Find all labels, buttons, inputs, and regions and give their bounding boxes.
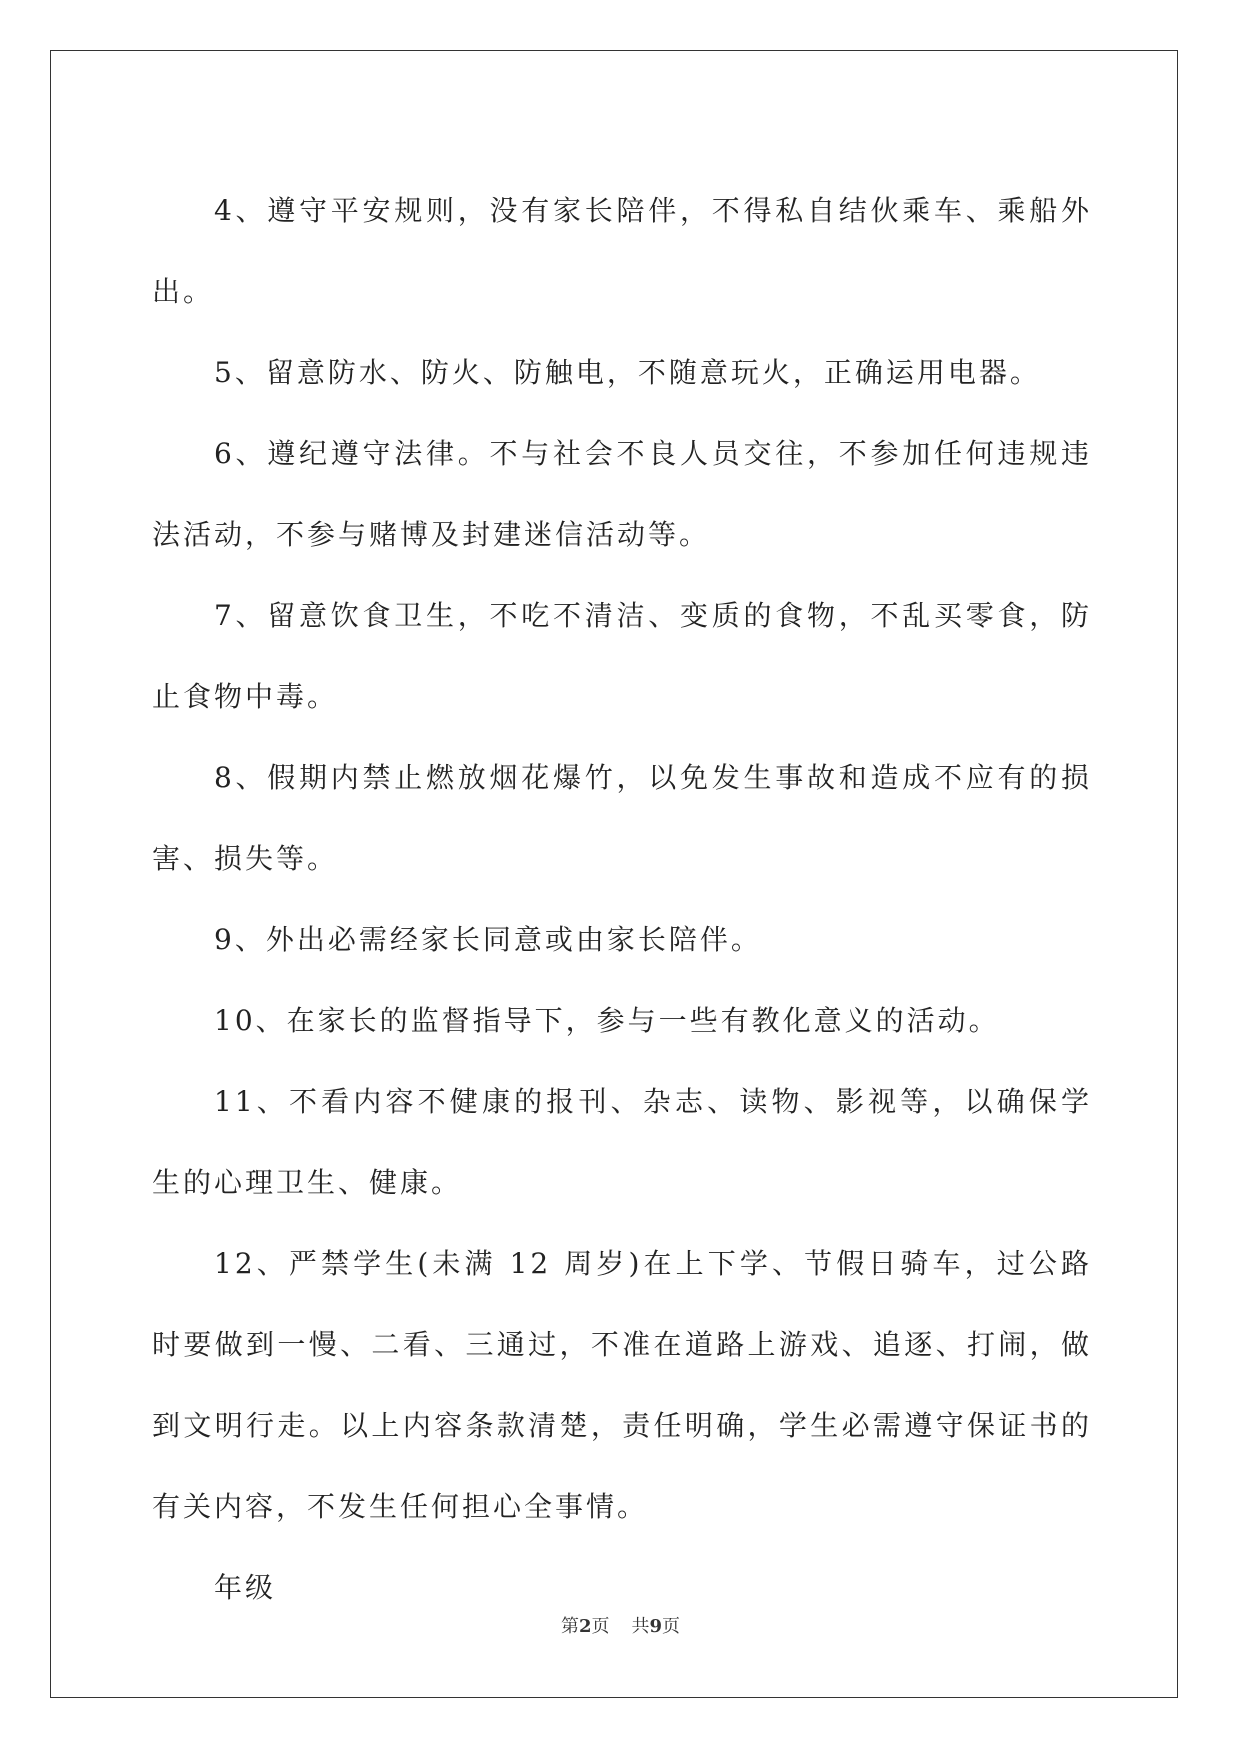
paragraph-item-5: 5、留意防水、防火、防触电，不随意玩火，正确运用电器。 xyxy=(214,356,1041,389)
paragraph-item-6: 6、遵纪遵守法律。不与社会不良人员交往，不参加任何违规违法活动，不参与赌博及封建迷信活动等。 xyxy=(152,437,1092,551)
paragraph-item-7: 7、留意饮食卫生，不吃不清洁、变质的食物，不乱买零食，防止食物中毒。 xyxy=(152,599,1092,713)
page-suffix: 页 xyxy=(591,1616,610,1637)
current-page-number: 2 xyxy=(578,1616,592,1637)
paragraph-item-10: 10、在家长的监督指导下，参与一些有教化意义的活动。 xyxy=(214,1004,1000,1037)
page-prefix: 第 xyxy=(560,1616,579,1637)
total-page-number: 9 xyxy=(649,1616,663,1637)
paragraph-item-9: 9、外出必需经家长同意或由家长陪伴。 xyxy=(214,923,762,956)
paragraph-item-8: 8、假期内禁止燃放烟花爆竹，以免发生事故和造成不应有的损害、损失等。 xyxy=(152,761,1092,875)
document-body xyxy=(152,170,1092,1628)
total-suffix: 页 xyxy=(662,1616,681,1637)
grade-label: 年级 xyxy=(214,1571,277,1604)
paragraph-item-12: 12、严禁学生(未满 12 周岁)在上下学、节假日骑车，过公路时要做到一慢、二看、三通过，不准在道路上游戏、追逐、打闹，做到文明行走。以上内容条款清楚，责任明确，学生必需遵守保证书的有关内容，不发生任何担心全事情。 xyxy=(152,1247,1092,1523)
total-prefix: 共 xyxy=(631,1616,650,1637)
paragraph-item-11: 11、不看内容不健康的报刊、杂志、读物、影视等，以确保学生的心理卫生、健康。 xyxy=(152,1085,1092,1199)
paragraph-item-4: 4、遵守平安规则，没有家长陪伴，不得私自结伙乘车、乘船外出。 xyxy=(152,194,1092,308)
page-footer xyxy=(0,1612,1241,1638)
